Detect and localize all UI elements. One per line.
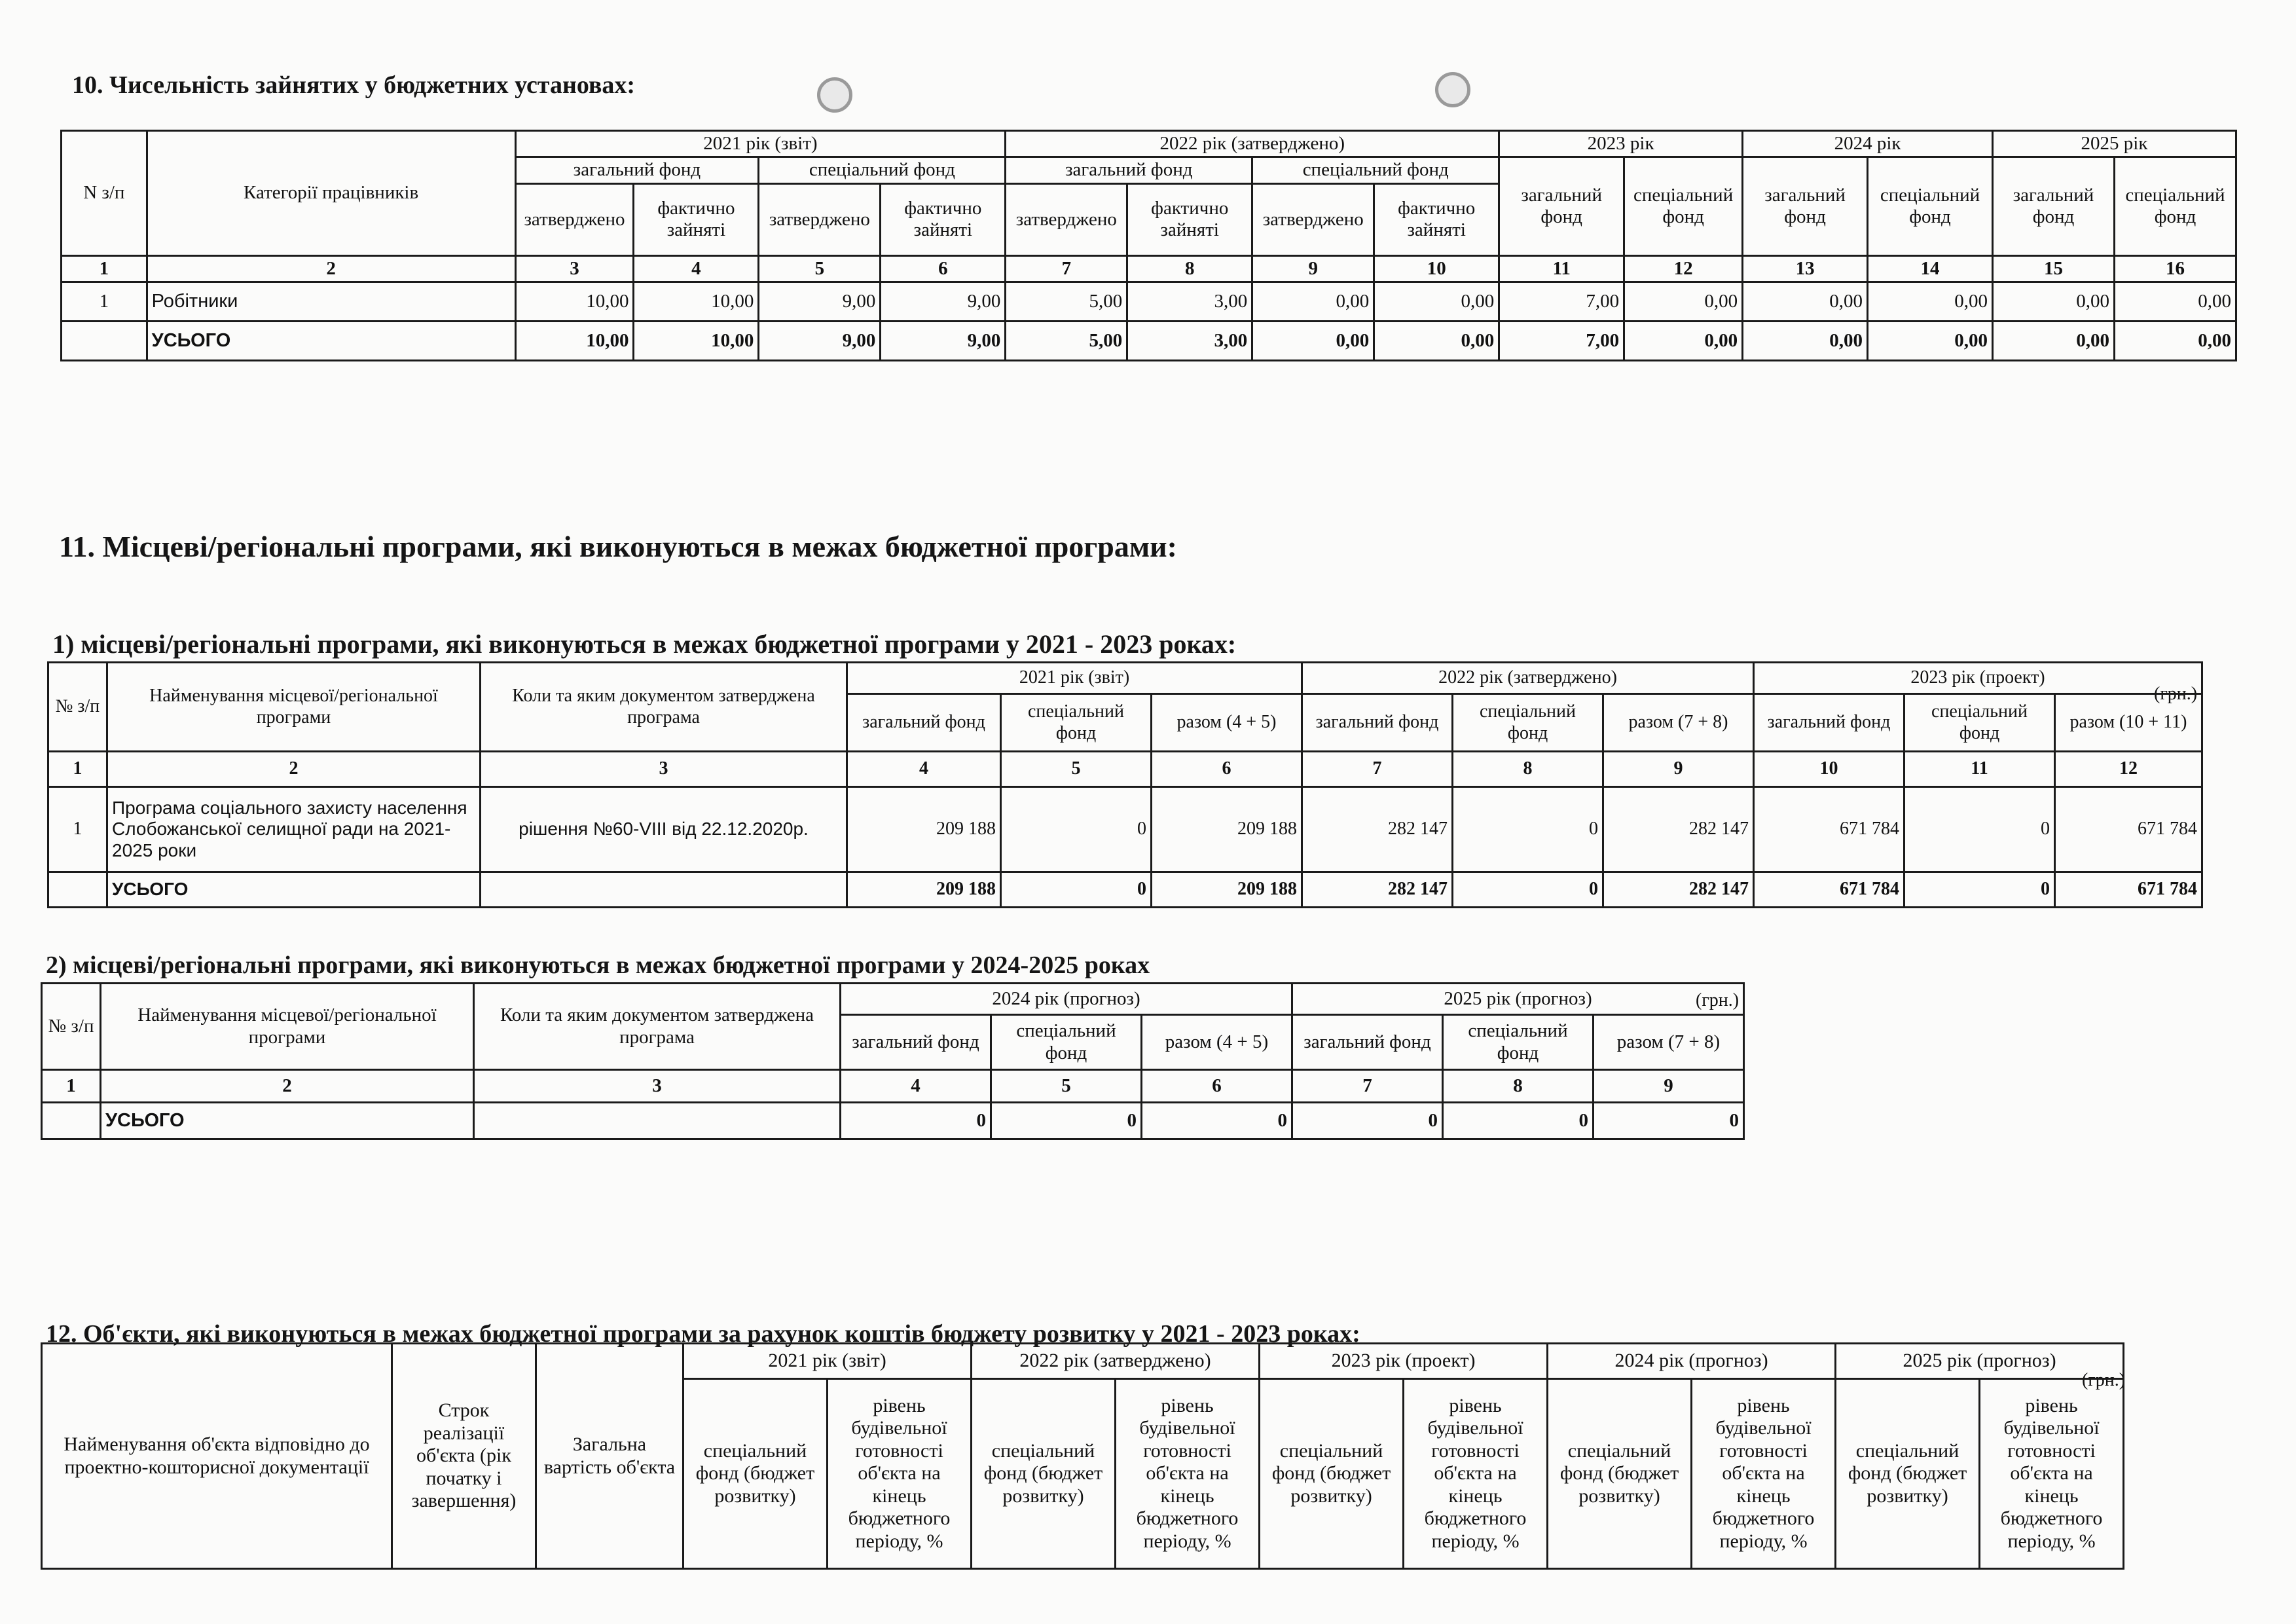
unit-label: (грн.)	[2154, 684, 2198, 704]
row-value: 9,00	[759, 282, 881, 322]
col-number: 13	[1743, 255, 1868, 282]
column-numbers-row	[48, 752, 2202, 787]
unit-label: (грн.)	[2082, 1370, 2126, 1390]
unit-label: (грн.)	[1696, 990, 1740, 1010]
col-number: 3	[474, 1070, 841, 1103]
row-value: 671 784	[2055, 787, 2202, 872]
readiness-header: рівень будівельної готовності об'єкта на кінець бюджетного періоду, %	[1692, 1379, 1836, 1569]
year-header: 2024 рік	[1743, 131, 1993, 157]
fund-header: загальний фонд	[1292, 1015, 1443, 1070]
year-header: 2024 рік (прогноз)	[841, 984, 1292, 1015]
col-number: 2	[101, 1070, 474, 1103]
year-header: 2022 рік (затверджено)	[972, 1344, 1260, 1379]
sum-header: разом (4 + 5)	[1152, 694, 1302, 752]
col-number: 4	[847, 752, 1001, 787]
fund-header: спеціальний фонд	[991, 1015, 1142, 1070]
section11-heading: 11. Місцеві/регіональні програми, які виконуються в межах бюджетної програми:	[59, 530, 1177, 563]
col-name-header: Найменування місцевої/регіональної програми	[101, 984, 474, 1070]
col-number: 6	[1142, 1070, 1292, 1103]
fund-header: загальний фонд	[1302, 694, 1453, 752]
col-number: 5	[759, 255, 881, 282]
year-header: 2022 рік (затверджено)	[1302, 663, 1754, 694]
row-value: 10,00	[634, 322, 759, 361]
col-number: 9	[1252, 255, 1374, 282]
column-numbers-row	[42, 1070, 1744, 1103]
row-value: 0,00	[1374, 282, 1499, 322]
actual-header: фактично зайняті	[1127, 183, 1252, 255]
sum-header: разом (7 + 8)	[1594, 1015, 1744, 1070]
special-dev-header: спеціальний фонд (бюджет розвитку)	[1548, 1379, 1692, 1569]
col-number: 7	[1292, 1070, 1443, 1103]
fund-header: загальний фонд	[1743, 157, 1868, 255]
fund-header: загальний фонд	[1499, 157, 1624, 255]
approved-header: затверджено	[1006, 183, 1127, 255]
col-number: 12	[2055, 752, 2202, 787]
row-value: 7,00	[1499, 282, 1624, 322]
year-header: 2025 рік (прогноз)	[1292, 984, 1744, 1015]
objects-table	[41, 1342, 2124, 1570]
table-row	[62, 282, 2236, 322]
fund-header: загальний фонд	[1993, 157, 2115, 255]
year-header: 2023 рік (проект)	[1754, 663, 2202, 694]
row-value: 282 147	[1603, 872, 1754, 908]
col-number: 8	[1443, 1070, 1594, 1103]
fund-header: спеціальний фонд	[1453, 694, 1603, 752]
row-category: Робітники	[147, 282, 515, 322]
actual-header: фактично зайняті	[634, 183, 759, 255]
readiness-header: рівень будівельної готовності об'єкта на кінець бюджетного періоду, %	[1404, 1379, 1548, 1569]
col-number: 10	[1374, 255, 1499, 282]
readiness-header: рівень будівельної готовності об'єкта на кінець бюджетного періоду, %	[1116, 1379, 1260, 1569]
row-value: 0	[1453, 787, 1603, 872]
col-number: 9	[1603, 752, 1754, 787]
row-value: 209 188	[1152, 872, 1302, 908]
col-number: 1	[62, 255, 147, 282]
col-n-header: N з/п	[62, 131, 147, 256]
row-value: 0	[1142, 1103, 1292, 1139]
year-header: 2021 рік (звіт)	[683, 1344, 972, 1379]
total-label: УСЬОГО	[101, 1103, 474, 1139]
col-number: 7	[1006, 255, 1127, 282]
fund-header: загальний фонд	[1754, 694, 1904, 752]
row-value: 209 188	[847, 787, 1001, 872]
fund-header: спеціальний фонд	[2114, 157, 2236, 255]
col-number: 8	[1127, 255, 1252, 282]
col-number: 2	[107, 752, 481, 787]
row-value: 0,00	[1252, 322, 1374, 361]
punch-hole-left	[817, 77, 852, 113]
row-value: 0	[991, 1103, 1142, 1139]
punch-hole-right	[1435, 72, 1470, 107]
col-name-header: Найменування місцевої/регіональної програми	[107, 663, 481, 752]
col-n-header: № з/п	[42, 984, 101, 1070]
col-number: 8	[1453, 752, 1603, 787]
total-row	[48, 872, 2202, 908]
col-number: 4	[841, 1070, 991, 1103]
row-value: 0,00	[1993, 322, 2115, 361]
row-value: 9,00	[881, 282, 1006, 322]
col-n-header: № з/п	[48, 663, 107, 752]
section11-sub1-heading: 1) місцеві/регіональні програми, які виконуються в межах бюджетної програми у 2021 - 2023 роках:	[52, 629, 1237, 659]
col-number: 5	[1001, 752, 1152, 787]
row-value: 0,00	[1624, 282, 1743, 322]
readiness-header: рівень будівельної готовності об'єкта на кінець бюджетного періоду, %	[1980, 1379, 2124, 1569]
row-value: 209 188	[1152, 787, 1302, 872]
row-value: 0,00	[2114, 282, 2236, 322]
row-value: 671 784	[2055, 872, 2202, 908]
row-n: 1	[48, 787, 107, 872]
row-value: 10,00	[634, 282, 759, 322]
row-value: 0	[841, 1103, 991, 1139]
col-number: 2	[147, 255, 515, 282]
total-label: УСЬОГО	[107, 872, 481, 908]
row-value: 0	[1904, 787, 2055, 872]
row-value: 282 147	[1603, 787, 1754, 872]
row-value: 10,00	[515, 282, 634, 322]
col-number: 3	[515, 255, 634, 282]
col-term-header: Строк реалізації об'єкта (рік початку і завершення)	[392, 1344, 536, 1569]
row-value: 3,00	[1127, 322, 1252, 361]
approved-header: затверджено	[515, 183, 634, 255]
sum-header: разом (7 + 8)	[1603, 694, 1754, 752]
col-number: 12	[1624, 255, 1743, 282]
col-number: 11	[1499, 255, 1624, 282]
section12-heading: 12. Об'єкти, які виконуються в межах бюджетної програми за рахунок коштів бюджету розвитку у 2021 - 2023 роках:	[46, 1320, 1360, 1348]
row-value: 209 188	[847, 872, 1001, 908]
col-number: 16	[2114, 255, 2236, 282]
table-row	[48, 787, 2202, 872]
row-value: 5,00	[1006, 282, 1127, 322]
col-number: 10	[1754, 752, 1904, 787]
row-value: 0	[1594, 1103, 1744, 1139]
col-number: 1	[42, 1070, 101, 1103]
approved-header: затверджено	[1252, 183, 1374, 255]
fund-header: спеціальний фонд	[1624, 157, 1743, 255]
special-dev-header: спеціальний фонд (бюджет розвитку)	[1836, 1379, 1980, 1569]
fund-header: спеціальний фонд	[1001, 694, 1152, 752]
total-row	[62, 322, 2236, 361]
year-header: 2025 рік	[1993, 131, 2236, 157]
program-document: рішення №60-VIII від 22.12.2020р.	[481, 787, 847, 872]
year-header: 2021 рік (звіт)	[847, 663, 1302, 694]
row-value: 0,00	[1624, 322, 1743, 361]
row-document	[474, 1103, 841, 1139]
row-value: 0	[1292, 1103, 1443, 1139]
programs-2021-2023-table	[47, 661, 2203, 908]
row-value: 0	[1904, 872, 2055, 908]
row-value: 10,00	[515, 322, 634, 361]
row-value: 7,00	[1499, 322, 1624, 361]
row-value: 671 784	[1754, 787, 1904, 872]
row-value: 0	[1443, 1103, 1594, 1139]
row-value: 9,00	[881, 322, 1006, 361]
row-value: 0,00	[2114, 322, 2236, 361]
section11-sub2-heading: 2) місцеві/регіональні програми, які виконуються в межах бюджетної програми у 2024-2025 роках	[46, 951, 1150, 979]
row-value: 671 784	[1754, 872, 1904, 908]
col-number: 7	[1302, 752, 1453, 787]
row-value: 282 147	[1302, 787, 1453, 872]
col-number: 4	[634, 255, 759, 282]
row-value: 5,00	[1006, 322, 1127, 361]
fund-header: загальний фонд	[841, 1015, 991, 1070]
fund-header: спеціальний фонд	[1443, 1015, 1594, 1070]
total-row	[42, 1103, 1744, 1139]
row-value: 9,00	[759, 322, 881, 361]
row-n	[62, 322, 147, 361]
fund-header: загальний фонд	[847, 694, 1001, 752]
col-doc-header: Коли та яким документом затверджена програма	[474, 984, 841, 1070]
col-number: 1	[48, 752, 107, 787]
row-value: 0,00	[1743, 282, 1868, 322]
row-n	[48, 872, 107, 908]
col-number: 9	[1594, 1070, 1744, 1103]
row-value: 0	[1001, 872, 1152, 908]
fund-header: спеціальний фонд	[759, 157, 1006, 183]
col-number: 11	[1904, 752, 2055, 787]
row-value: 0	[1453, 872, 1603, 908]
fund-header: спеціальний фонд	[1904, 694, 2055, 752]
year-header: 2023 рік	[1499, 131, 1743, 157]
fund-header: спеціальний фонд	[1868, 157, 1993, 255]
row-document	[481, 872, 847, 908]
row-value: 0,00	[1252, 282, 1374, 322]
year-header: 2023 рік (проект)	[1260, 1344, 1548, 1379]
col-doc-header: Коли та яким документом затверджена програма	[481, 663, 847, 752]
row-value: 0,00	[1868, 322, 1993, 361]
col-cost-header: Загальна вартість об'єкта	[536, 1344, 683, 1569]
col-number: 15	[1993, 255, 2115, 282]
row-value: 0,00	[1868, 282, 1993, 322]
row-value: 0,00	[1993, 282, 2115, 322]
section10-heading: 10. Чисельність зайнятих у бюджетних установах:	[72, 71, 636, 99]
fund-header: спеціальний фонд	[1252, 157, 1499, 183]
special-dev-header: спеціальний фонд (бюджет розвитку)	[1260, 1379, 1404, 1569]
staff-table	[60, 130, 2237, 361]
fund-header: загальний фонд	[515, 157, 759, 183]
year-header: 2021 рік (звіт)	[515, 131, 1006, 157]
programs-2024-2025-table	[41, 982, 1745, 1140]
year-header: 2025 рік (прогноз)	[1836, 1344, 2124, 1379]
col-number: 5	[991, 1070, 1142, 1103]
column-numbers-row	[62, 255, 2236, 282]
special-dev-header: спеціальний фонд (бюджет розвитку)	[972, 1379, 1116, 1569]
special-dev-header: спеціальний фонд (бюджет розвитку)	[683, 1379, 828, 1569]
readiness-header: рівень будівельної готовності об'єкта на кінець бюджетного періоду, %	[828, 1379, 972, 1569]
col-number: 6	[881, 255, 1006, 282]
actual-header: фактично зайняті	[1374, 183, 1499, 255]
col-category-header: Категорії працівників	[147, 131, 515, 256]
sum-header: разом (4 + 5)	[1142, 1015, 1292, 1070]
row-category: УСЬОГО	[147, 322, 515, 361]
col-object-name-header: Найменування об'єкта відповідно до проектно-кошторисної документації	[42, 1344, 392, 1569]
year-header: 2024 рік (прогноз)	[1548, 1344, 1836, 1379]
col-number: 14	[1868, 255, 1993, 282]
year-header: 2022 рік (затверджено)	[1006, 131, 1499, 157]
row-value: 0,00	[1743, 322, 1868, 361]
approved-header: затверджено	[759, 183, 881, 255]
actual-header: фактично зайняті	[881, 183, 1006, 255]
program-name: Програма соціального захисту населення Слобожанської селищної ради на 2021-2025 роки	[107, 787, 481, 872]
row-value: 0	[1001, 787, 1152, 872]
row-value: 282 147	[1302, 872, 1453, 908]
row-value: 0,00	[1374, 322, 1499, 361]
row-value: 3,00	[1127, 282, 1252, 322]
sum-header: разом (10 + 11)	[2055, 694, 2202, 752]
row-n	[42, 1103, 101, 1139]
row-n: 1	[62, 282, 147, 322]
col-number: 3	[481, 752, 847, 787]
col-number: 6	[1152, 752, 1302, 787]
fund-header: загальний фонд	[1006, 157, 1252, 183]
